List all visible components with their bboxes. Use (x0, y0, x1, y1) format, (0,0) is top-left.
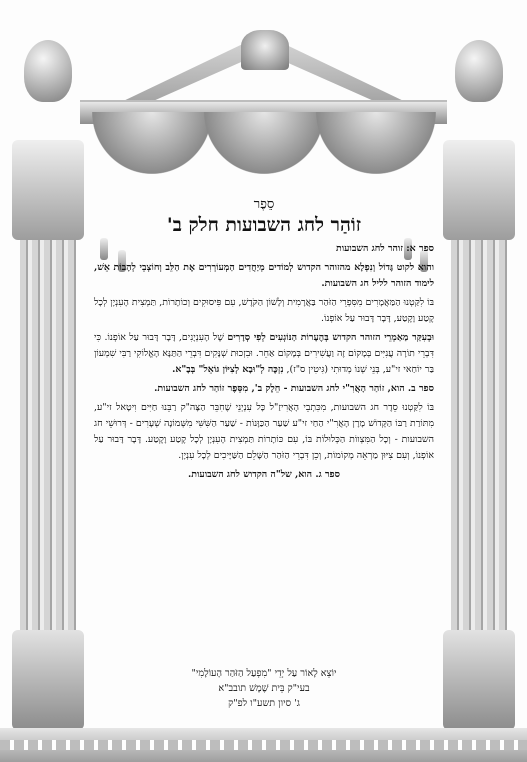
left-column-ornament (12, 40, 84, 730)
column-base (443, 630, 515, 730)
publisher-footer (94, 666, 434, 711)
section-a-paragraph-2-bold: וּבְעִקַּר מַאַמְרֵי הזוהר הקדוש בְּהֶעָרוֹת הַנּוֹגְעִים לְפִי סְדָרִים (227, 332, 434, 343)
column-capital (443, 140, 515, 240)
column-capital (12, 140, 84, 240)
column-shaft (20, 240, 76, 630)
publisher-date: ג' סיון תשע"ו לפ"ק (228, 698, 300, 709)
column-shaft (451, 240, 507, 630)
publisher-line-1: יוֹצֵא לָאוֹר עַל יְדֵי "מִפְעַל הַזֹּהַר הָעוֹלָמִי" (191, 668, 337, 679)
publisher-line-2: בעי"ק בֵּית שֶׁמֶשׁ תובב"א (218, 683, 310, 694)
section-b-heading: ספר ב. הוא, זוֹהַר הָאֲרִ"י לחג השבועות - חֵלֶק ב', מִסֵּפֶר זוֹהַר לחג השבועות. (154, 383, 434, 394)
text-panel (94, 196, 434, 486)
drape-center-ornament (204, 112, 324, 174)
floor-band-ornament (0, 740, 527, 750)
section-a (94, 241, 434, 257)
book-label: סֵפֶר (253, 197, 275, 212)
crown-icon (241, 30, 289, 70)
finial-icon (455, 40, 503, 102)
column-base (12, 630, 84, 730)
book-title: זוֹהַר לחג השבועות חלק ב' (166, 214, 362, 236)
section-b-paragraph: בּוֹ לִקַּטְנוּ סֵדֶר חג השבועות, מִכִּתְבֵי הָאֲרִיזַ"ל כָּל עִנְיְנֵי שֶׁחִבֵּר הַצָּה"ק רַבֵּנוּ חַיִּים וִיטָאל זי"ע, מִתּוֹרַת רַבּוֹ הַקָּדוֹשׁ מָרָן הָאֲרִ"י הַחַי זי"ע שַׁעַר הַכַּוָּנוֹת - שַׁעַר הַשִּׁשִּׁי מִשְּׁמוֹנָה שְׁעָרִים - דְּרוּשֵׁי חג השבועות - וְכָל הַמִּצְווֹת הַכְּלוּלוֹת בּוֹ, עִם כּוֹתָרוֹת תַּמְצִית הָעִנְיָן לְכָל קֶטַע וָקֶטַע. דָּבָר דָּבוּר עַל אוֹפְנוֹ, וְעִם צִיּוּן מַרְאֵה מְקוֹמוֹת, וְכֵן דִּבְרֵי הַזֹּהַר הַשָּׁלֵם הַשַּׁיָּיכִים לְכָל עִנְיָן. (94, 402, 434, 461)
finial-icon (24, 40, 72, 102)
drape-right-ornament (316, 112, 436, 174)
section-a-paragraph-1: בּוֹ לִקַּטְנוּ הַמַּאֲמָרִים מִסִּפְרֵי הַזֹּהַר בַּאֲרָמִית וְלָשׁוֹן הַקֹּדֶשׁ, עִם פִּיסוּקִים וְכוֹתָרוֹת, תַּמְצִית הָעִנְיָן לְכָל קֶטַע וָקֶטַע, דָּבָר דָּבוּר עַל אוֹפְנוֹ. (93, 297, 434, 324)
section-a-paragraph-2-text: שֶׁל הָעִנְיָנִים, דָּבָר דָּבוּר עַל אוֹפְנוֹ. כִּי דִּבְרֵי תוֹרָה עֲנִיִּים בְּמָקוֹם זֶה וַעֲשִׁירִים בְּמָקוֹם אַחֵר. וּבִזְכוּת שְׁנָּקִים דִּבְרֵי הַתַּנָּא הָאֱלוֹקִי רַבִּי שִׁמְעוֹן בַּר יוֹחַאי זי"ע, בְּנֵי שְׁנוֹ מְדוּתִי (גִּיטִין ס"ז), (94, 332, 434, 375)
drape-left-ornament (92, 112, 212, 174)
section-a-heading: ספר א: זוהר לחג השבועות (336, 243, 434, 254)
section-c-heading: ספר ג. הוא, של"ה הקדוש לחג השבועות. (188, 469, 340, 480)
right-column-ornament (443, 40, 515, 730)
section-a-paragraph-2 (94, 330, 434, 378)
section-a-intro: והוא לקוט גָּדוֹל וְנִפְלָא מהזוהר הקדוש לְמוֹדים מְיַחֲדִים הַמְעוֹרְרִים אֶת הַלֵּב וְחוֹצְבֵי לְהָבוֹת אֵשׁ, לימוד הזוהר לליל חג השבועות. (94, 262, 434, 289)
section-a-paragraph-2-end: נִזְכֶּה לְ"וּבָא לְצִיּוֹן גּוֹאֵל" בְּבָ"א. (172, 364, 284, 375)
